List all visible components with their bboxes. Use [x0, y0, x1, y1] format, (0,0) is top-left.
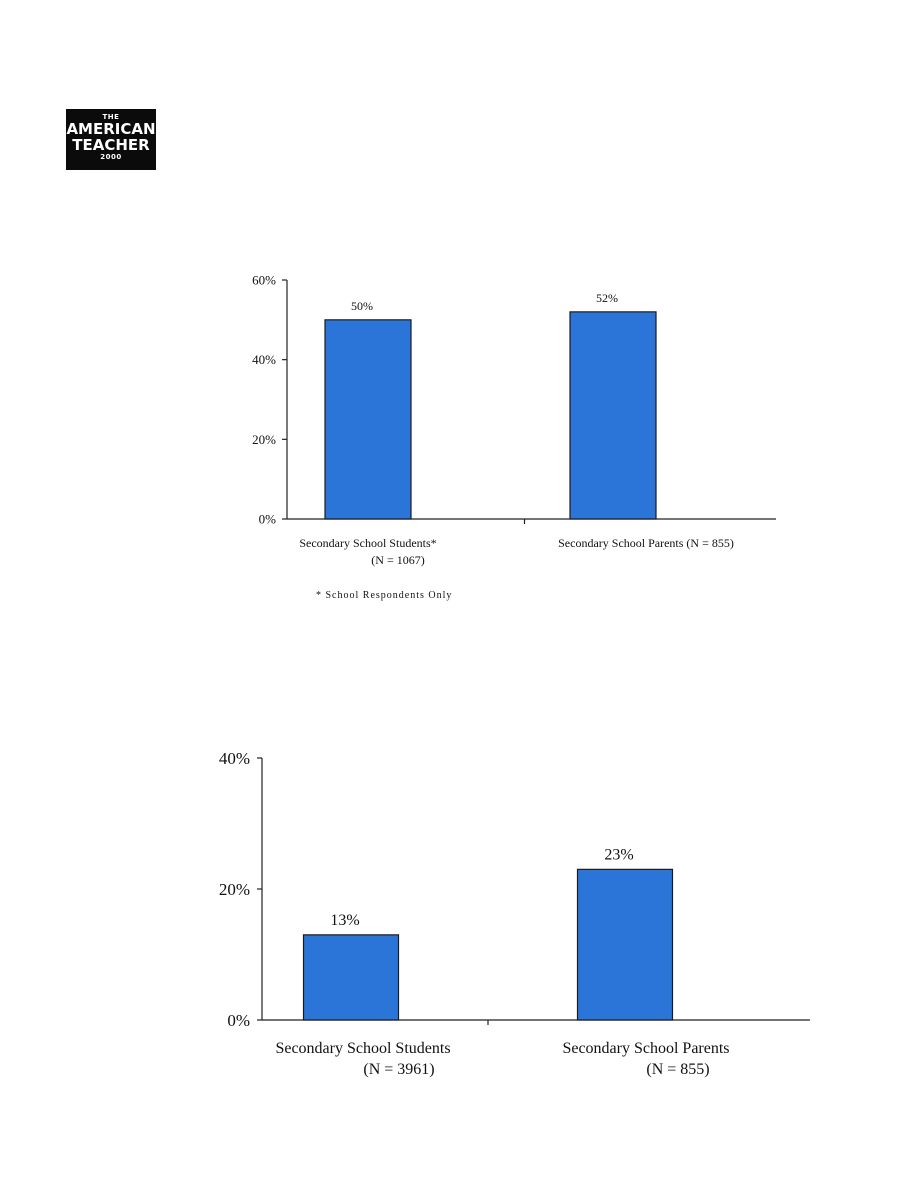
- logo-line-teacher: TEACHER: [72, 136, 150, 154]
- bar-2: [578, 869, 673, 1020]
- american-teacher-logo: [66, 109, 156, 170]
- chart-1: [0, 260, 918, 620]
- y-tick-label: 20%: [218, 879, 250, 899]
- bar-2: [570, 312, 656, 519]
- y-tick-label: 20%: [252, 431, 276, 447]
- category-label: Secondary School Students*: [299, 536, 437, 550]
- chart-1-bars: [325, 312, 656, 519]
- y-tick-label: 40%: [252, 352, 276, 368]
- chart-2-bars: [304, 869, 673, 1020]
- bar-value-label: 52%: [596, 290, 618, 305]
- category-label: Secondary School Parents (N = 855): [558, 536, 734, 550]
- y-tick-label: 60%: [252, 272, 276, 288]
- y-tick-label: 40%: [218, 748, 250, 768]
- category-label: Secondary School Parents: [562, 1040, 730, 1057]
- y-tick-label: 0%: [258, 511, 276, 527]
- logo-line-the: THE: [102, 113, 120, 121]
- chart-2: [0, 740, 918, 1100]
- category-sample-size-label: (N = 3961): [363, 1061, 435, 1078]
- category-sample-size-label: (N = 1067): [371, 553, 425, 567]
- bar-1: [304, 935, 399, 1020]
- logo-line-american: AMERICAN: [66, 120, 156, 138]
- bar-value-label: 50%: [351, 298, 373, 313]
- category-sample-size-label: (N = 855): [646, 1061, 710, 1078]
- bar-1: [325, 320, 411, 519]
- category-label: Secondary School Students: [275, 1040, 451, 1057]
- logo-line-year: 2000: [100, 153, 122, 161]
- bar-value-label: 13%: [330, 911, 360, 929]
- y-tick-label: 0%: [227, 1010, 250, 1030]
- footnote: * School Respondents Only: [316, 590, 453, 601]
- bar-value-label: 23%: [604, 846, 634, 864]
